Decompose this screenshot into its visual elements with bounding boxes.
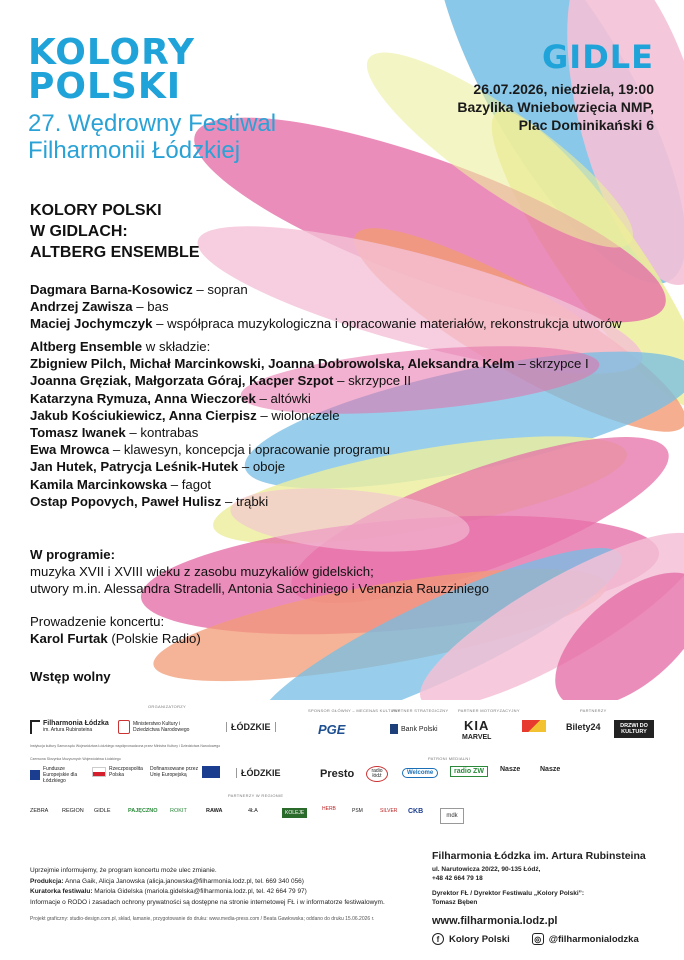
performer-role: – współpraca muzykologiczna i opracowanie materiałów, rekonstrukcja utworów [152,316,622,332]
brand-line-2: POLSKI [28,66,182,107]
ensemble-line [30,372,589,389]
fundusze-europejskie-logo [30,766,92,784]
eu-flag-icon [202,766,220,778]
region-logo-text: CKB [408,808,424,815]
facebook-icon: f [432,933,444,945]
rp-logo-text: Rzeczpospolita Polska [109,766,143,778]
performer-names: Andrzej Zawisza [30,299,133,315]
ensemble-heading [30,338,589,355]
region-logo-2 [62,808,84,814]
ensemble-line [30,390,589,407]
welcome-logo-text: Welcome [407,770,434,776]
ensemble-line [30,493,589,510]
strategic-partner-label: PARTNER STRATEGICZNY [392,708,449,713]
production-label: Produkcja: [30,877,64,885]
sponsors-logos [0,700,684,860]
cofinancing-note: Instytucja kultury Samorządu Województwa Łódzkiego współprowadzona przez Ministra Kultury i Dziedzictwa Narodowego [30,744,221,748]
partner-emblem-icon [522,720,546,732]
bilety24-logo-text: Bilety24 [566,722,601,732]
festival-line-1: 27. Wędrowny Festiwal [28,110,277,137]
performer-names: Kamila Marcinkowska [30,476,168,492]
region-logo-13 [440,808,464,824]
bank-logo-text: Bank Polski [401,725,438,733]
nasze-logo [500,766,520,773]
host-name: Karol Furtak [30,631,108,647]
website-link[interactable]: www.filharmonia.lodz.pl [432,915,558,927]
festival-line-2: Filharmonii Łódzkiej [28,137,241,164]
performer-names: Maciej Jochymczyk [30,316,153,332]
marvel-logo-text: MARVEL [462,734,492,741]
ensemble-line [30,441,589,458]
pge-logo [318,722,345,737]
performer-role: – bas [132,299,169,315]
ensemble-list [30,338,589,510]
event-info [457,80,654,134]
eu-logo [150,766,220,778]
performer-names: Zbigniew Pilch, Michał Marcinkowski, Joanna Dobrowolska, Aleksandra Kelm [30,356,515,372]
sponsor-label: SPONSOR GŁÓWNY – MECENAS KULTURY [308,708,401,713]
region-logo-1 [30,808,48,814]
director-title: Dyrektor FŁ / Dyrektor Festiwalu „Kolory Polski”: [432,890,585,897]
ensemble-name: Altberg Ensemble [30,339,143,354]
footer-notice: Uprzejmie informujemy, że program koncertu może ulec zmianie. [30,867,217,874]
lodzkie-logo-text: ŁÓDZKIE [231,722,271,732]
footer-production [30,877,385,888]
performer-role: – oboje [238,459,286,475]
drzwi-do-kultury-logo [614,720,654,738]
radio-lodz-logo [366,766,388,782]
bank-polski-logo [390,724,438,734]
filharmonia-logo-sub: im. Artura Rubinsteina [43,727,93,733]
fe-logo-text: Fundusze Europejskie dla Łódzkiego [43,766,78,784]
ensemble-line [30,355,589,372]
performer-role: – altówki [255,390,311,406]
ministry-logo [118,720,208,734]
kia-marvel-logo [462,718,491,741]
eu-logo-text: Dofinansowane przez Unię Europejską [150,766,199,778]
ensemble-line [30,476,589,493]
concert-title-3: ALTBERG ENSEMBLE [30,244,200,261]
host-section [30,613,201,647]
entry-section [30,668,111,685]
rzeczpospolita-logo [92,766,144,778]
region-logo-5 [170,808,187,814]
brand-line-1: KOLORY [28,32,195,73]
region-logo-text: 4ŁA [248,808,258,814]
partner-car-logo [522,720,546,732]
performer-role: – kontrabas [125,425,199,441]
region-logo-8 [282,808,307,818]
performer-role: – skrzypce I [514,356,589,372]
director-name: Tomasz Bęben [432,899,478,906]
instagram-label: @filharmonialodzka [548,933,639,945]
regional-partners-label: PARTNERZY W REGIONIE [228,793,284,798]
performer-names: Jakub Kościukiewicz, Anna Cierpisz [30,407,257,423]
organizer-contact [432,850,646,945]
region-logo-text: ZEBRA [30,808,49,814]
motor-partner-label: PARTNER MOTORYZACYJNY [458,708,520,713]
poland-flag-icon [92,767,106,777]
concert-title-2: W GIDLACH: [30,223,128,240]
nasze-logo-text: Nasze [500,766,521,773]
program-heading [30,546,489,563]
footer-curator [30,887,385,898]
filharmonia-logo-text: Filharmonia Łódzka [43,720,109,727]
region-logo-text: mdk [446,813,458,819]
event-date: 26.07.2026, niedziela, 19:00 [473,81,654,97]
footer-credits: Projekt graficzny: studio-design.com.pl, skład, łamanie, przygotowanie do druku: www.media-press.com / Beata Gawłowska; oddano do druku 15.06.2026 r. [30,916,375,922]
performer-role: – wiolonczele [256,407,340,423]
region-logo-text: PSM [352,808,363,814]
lodzkie-logo-2 [236,768,281,778]
program-heading-text: W programie: [30,547,115,562]
instagram-icon: ◎ [532,933,544,945]
performer-role: – sopran [192,282,248,297]
nasze-logo-2 [540,766,560,773]
entry-text: Wstęp wolny [30,669,111,684]
region-logo-text: GIDLE [94,808,111,814]
region-logo-text: ROKIT [170,808,187,814]
organizer-name: Filharmonia Łódzka im. Artura Rubinsteina [432,850,646,862]
festival-name [28,110,276,164]
region-logo-7 [248,808,258,814]
performer-names: Jan Hutek, Patrycja Leśnik-Hutek [30,459,239,475]
event-venue-1: Bazylika Wniebowzięcia NMP, [457,99,654,115]
concert-title-1: KOLORY POLSKI [30,202,162,219]
region-logo-text: SILVER [380,808,398,814]
kia-logo-text: KIA [464,718,490,733]
curator-value: Mariola Gidelska (mariola.gidelska@filharmonia.lodz.pl, tel. 42 664 79 97) [92,888,307,895]
lodzkie-logo-text-2: ŁÓDZKIE [241,768,281,778]
lodzkie-logo [226,722,276,732]
program-line-1: muzyka XVII i XVIII wieku z zasobu muzykaliów gidelskich; [30,564,374,580]
welcome-logo [402,768,438,778]
facebook-link[interactable] [432,933,510,945]
performer-names: Ostap Popovych, Paweł Hulisz [30,493,222,509]
soloist-line [30,315,622,332]
presto-logo [320,768,354,780]
region-logo-text: KOLEJE [285,810,305,816]
ensemble-line [30,458,589,475]
instagram-link[interactable] [532,933,639,945]
presto-logo-text: Presto [320,768,355,780]
region-logo-12 [408,808,423,815]
region-logo-4 [128,808,158,814]
organizer-address [432,865,646,883]
concert-title [30,200,199,263]
ensemble-line [30,424,589,441]
facebook-label: Kolory Polski [449,933,510,945]
organizers-label: ORGANIZATORZY [148,704,186,709]
performer-names: Tomasz Iwanek [30,425,126,441]
performer-names: Katarzyna Rymuza, Anna Wieczorek [30,390,256,406]
director-info [432,889,646,907]
soloist-line [30,281,622,298]
partners-label: PARTNERZY [580,708,607,713]
region-logo-10 [352,808,363,814]
region-logo-text: HERB [322,806,336,812]
soloists-list [30,281,622,333]
curator-label: Kuratorka festiwalu: [30,888,93,895]
fe-icon [30,770,40,780]
drzwi-logo-text: DRZWI DO KULTURY [620,723,648,735]
host-label: Prowadzenie koncertu: [30,614,165,629]
performer-role: – trąbki [221,493,269,509]
performer-names: Ewa Mrowca [30,442,110,458]
region-logo-text: REGION [62,808,84,814]
region-logo-6 [206,808,223,814]
organizer-address-1: ul. Narutowicza 20/22, 90-135 Łódź, [432,866,541,873]
nasze-logo-2-text: Nasze [540,766,561,773]
region-logo-11 [380,808,397,814]
performer-names: Dagmara Barna-Kosowicz [30,282,193,297]
ensemble-line [30,407,589,424]
footer-rodo: Informacje o RODO i zasadach ochrony prywatności są dostępne na stronie internetowej FŁ i w informatorze festiwalowym. [30,898,385,906]
brand-title [28,32,195,107]
ensemble-intro: w składzie: [142,339,211,354]
organizer-phone: +48 42 664 79 18 [432,875,483,882]
performer-role: – skrzypce II [333,373,412,389]
region-logo-text: RAWA [206,808,223,814]
production-value: Anna Gaik, Alicja Janowska (alicja.janowska@filharmonia.lodz.pl, tel. 669 340 056) [63,877,304,885]
bilety24-logo [566,722,601,732]
filharmonia-icon [30,720,40,734]
cofinancing-note-2: Czerwona Skrzynka Muzycznych Województwa Łódzkiego [30,757,121,761]
soloist-line [30,298,622,315]
radio-lodz-logo-text: radio łódź [371,768,383,779]
performer-names: Joanna Gręziak, Małgorzata Góraj, Kacper Szpot [30,373,334,389]
filharmonia-logo [30,720,109,734]
media-patrons-label: PATRONI MEDIALNI [428,756,470,761]
host-line [30,630,201,647]
pge-logo-text: PGE [318,722,346,737]
bank-icon [390,724,398,734]
region-logo-3 [94,808,111,814]
performer-role: – fagot [167,476,212,492]
performer-role: – klawesyn, koncepcja i opracowanie programu [109,442,390,458]
ministry-emblem-icon [118,720,130,734]
radio-zw-logo-text: radio ZW [454,768,484,775]
program-section [30,546,489,598]
footer-info [30,866,385,925]
social-links [432,933,646,945]
region-logo-text: PAJĘCZNO [128,808,158,814]
host-affiliation: (Polskie Radio) [107,631,201,647]
event-venue-2: Plac Dominikański 6 [518,117,654,133]
program-line-2: utwory m.in. Alessandra Stradelli, Antonia Sacchiniego i Venanzia Rauzziniego [30,581,489,597]
radio-zw-logo [450,766,488,777]
ministry-logo-text: Ministerstwo Kultury i Dziedzictwa Narodowego [133,721,190,733]
city-name: GIDLE [542,38,654,76]
region-logo-9 [322,806,336,812]
